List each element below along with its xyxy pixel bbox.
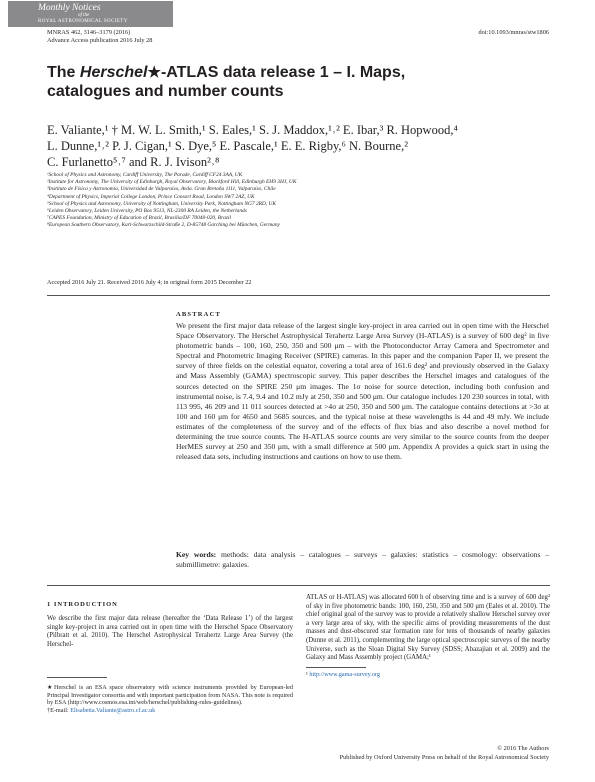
gama-url-link[interactable]: http://www.gama-survey.org — [307, 671, 380, 678]
footnote-mark: ¹ — [306, 671, 308, 678]
affiliation: ⁶Leiden Observatory, Leiden University, PO Box 9513, NL-2300 RA Leiden, the Netherlands — [47, 208, 247, 215]
logo-title: Monthly Notices — [38, 3, 101, 13]
author-line: L. Dunne,¹˒² P. J. Cigan,¹ S. Dye,⁵ E. Pascale,¹ E. E. Rigby,⁶ N. Bourne,² — [47, 139, 408, 153]
email-link[interactable]: Elisabetta.Valiante@astro.cf.ac.uk — [70, 706, 156, 714]
doi-link[interactable]: doi:10.1093/mnras/stw1806 — [478, 29, 549, 36]
footnote-email — [47, 707, 293, 715]
affiliation: ¹School of Physics and Astronomy, Cardiff University, The Parade, Cardiff CF24 3AA, UK — [47, 172, 243, 178]
intro-column-right: ATLAS or H-ATLAS) was allocated 600 h of observing time and is a survey of 600 deg² of sky in five photometric bands: 100, 160, 250, 350 and 500 μm (Eales et al. 2010). The chief original goal of the survey was to provide a relatively shallow Herschel survey over a very large area of sky, with the specific aims of providing measurements of the dust masses and dust-obscured star formation rate for tens of thousands of nearby galaxies (Dunne et al. 2011), complementing the large optical spectroscopic surveys of the nearby Universe, such as the Sloan Digital Sky Survey (SDSS; Abazajian et al. 2009) and the Galaxy and Mass Assembly project (GAMA;¹ — [306, 594, 550, 662]
author-line: C. Furlanetto⁵˒⁷ and R. J. Ivison²˒⁸ — [47, 155, 220, 169]
title-herschel: Herschel — [79, 64, 148, 81]
abstract-heading: ABSTRACT — [176, 311, 221, 318]
author-list — [47, 122, 547, 170]
logo-society: ROYAL ASTRONOMICAL SOCIETY — [38, 19, 128, 24]
footnote-rule — [306, 667, 366, 668]
abstract-text: We present the first major data release of the largest single key-project in area carried out in open time with the Herschel Space Observatory. The Herschel Astrophysical Terahertz Large Area Survey (H-ATLAS) is a survey of 600 deg² in five photometric bands – 100, 160, 250, 350 and 500 μm – with the Photoconductor Array Camera and Spectrometer and Spectral and Photometric Imaging Receiver (SPIRE) cameras. In this paper and the companion Paper II, we present the survey of three fields on the celestial equator, covering a total area of 161.6 deg² and previously observed in the Galaxy and Mass Assembly (GAMA) spectroscopic survey. This paper describes the Herschel images and catalogues of the sources detected on the SPIRE 250 μm images. The 1σ noise for source detection, including both confusion and instrumental noise, is 7.4, 9.4 and 10.2 mJy at 250, 350 and 500 μm. Our catalogue includes 120 230 sources in total, with 113 995, 46 209 and 11 011 sources detected at >4σ at 250, 350 and 500 μm. The catalogue contains detections at >3σ at 100 and 160 μm for 4650 and 5685 sources, and the typical noise at these wavelengths is 44 and 49 mJy. We include estimates of the completeness of the survey and of the effects of flux bias and also describe a novel method for determining the true source counts. The H-ATLAS source counts are very similar to the source counts from the deeper HerMES survey at 250 and 350 μm, with a small difference at 500 μm. Appendix A provides a quick start in using the released data sets, including instructions and cautions on how to use them. — [176, 321, 549, 462]
footnote-rule — [47, 677, 107, 678]
affiliation: ²Institute for Astronomy, The University of Edinburgh, Royal Observatory, Blackford Hill, Edinburgh EH9 3HJ, UK — [47, 179, 297, 186]
affiliation: ⁸European Southern Observatory, Karl-Schwarzschild-Straße 2, D-85748 Garching bei München, Germany — [47, 222, 280, 229]
affiliation: ⁷CAPES Foundation, Ministry of Education of Brazil, Brasília/DF 70040-020, Brazil — [47, 215, 231, 222]
accepted-dates: Accepted 2016 July 21. Received 2016 July 4; in original form 2015 December 22 — [47, 279, 252, 286]
footnote-gama — [306, 671, 380, 678]
footnote-herschel — [47, 684, 293, 714]
title-post: -ATLAS data release 1 – I. Maps, catalogues and number counts — [47, 64, 406, 100]
keywords — [176, 550, 549, 570]
keywords-text: methods: data analysis – catalogues – surveys – galaxies: statistics – cosmology: observations – submillimetre: galaxies. — [176, 550, 549, 570]
divider — [47, 585, 550, 586]
footnote-text: ★Herschel is an ESA space observatory with science instruments provided by European-led Principal Investigator consortia and with important participation from NASA. This note is required by ESA (http://www.cosmos.esa.int/web/herschel/publishing-rules-guidelines). — [47, 684, 293, 707]
affiliation: ⁵School of Physics and Astronomy, University of Nottingham, University Park, Nottingham NG7 2RD, UK — [47, 200, 277, 207]
intro-column-left: We describe the first major data release (hereafter the ‘Data Release 1’) of the largest single key-project in area carried out in open time with the Herschel Space Observatory (Pilbratt et al. 2010). The Herschel Astrophysical Terahertz Large Area Survey (the Herschel- — [47, 615, 293, 648]
title-star-footnote[interactable]: ★ — [147, 64, 161, 81]
affiliation: ⁴Department of Physics, Imperial College London, Prince Consort Road, London SW7 2AZ, UK — [47, 193, 255, 200]
advance-access: Advance Access publication 2016 July 28 — [47, 37, 153, 44]
keywords-label: Key words: — [176, 550, 217, 559]
divider — [47, 295, 550, 296]
affiliations — [47, 172, 557, 230]
paper-title — [47, 63, 477, 101]
publisher-note: Published by Oxford University Press on behalf of the Royal Astronomical Society — [339, 754, 549, 761]
logo-of-the: of the — [78, 13, 90, 18]
journal-logo — [8, 1, 173, 27]
citation: MNRAS 462, 3146–3179 (2016) — [47, 29, 131, 36]
email-label: †E-mail: — [47, 706, 71, 714]
section-heading-introduction: 1 INTRODUCTION — [47, 601, 118, 608]
title-pre: The — [47, 64, 80, 81]
copyright: © 2016 The Authors — [497, 745, 549, 752]
author-line: E. Valiante,¹ † M. W. L. Smith,¹ S. Eales,¹ S. J. Maddox,¹˒² E. Ibar,³ R. Hopwood,⁴ — [47, 123, 458, 137]
affiliation: ³Instituto de Física y Astronomía, Universidad de Valparaíso, Avda. Gran Bretaña 1111, Valparaíso, Chile — [47, 186, 276, 193]
